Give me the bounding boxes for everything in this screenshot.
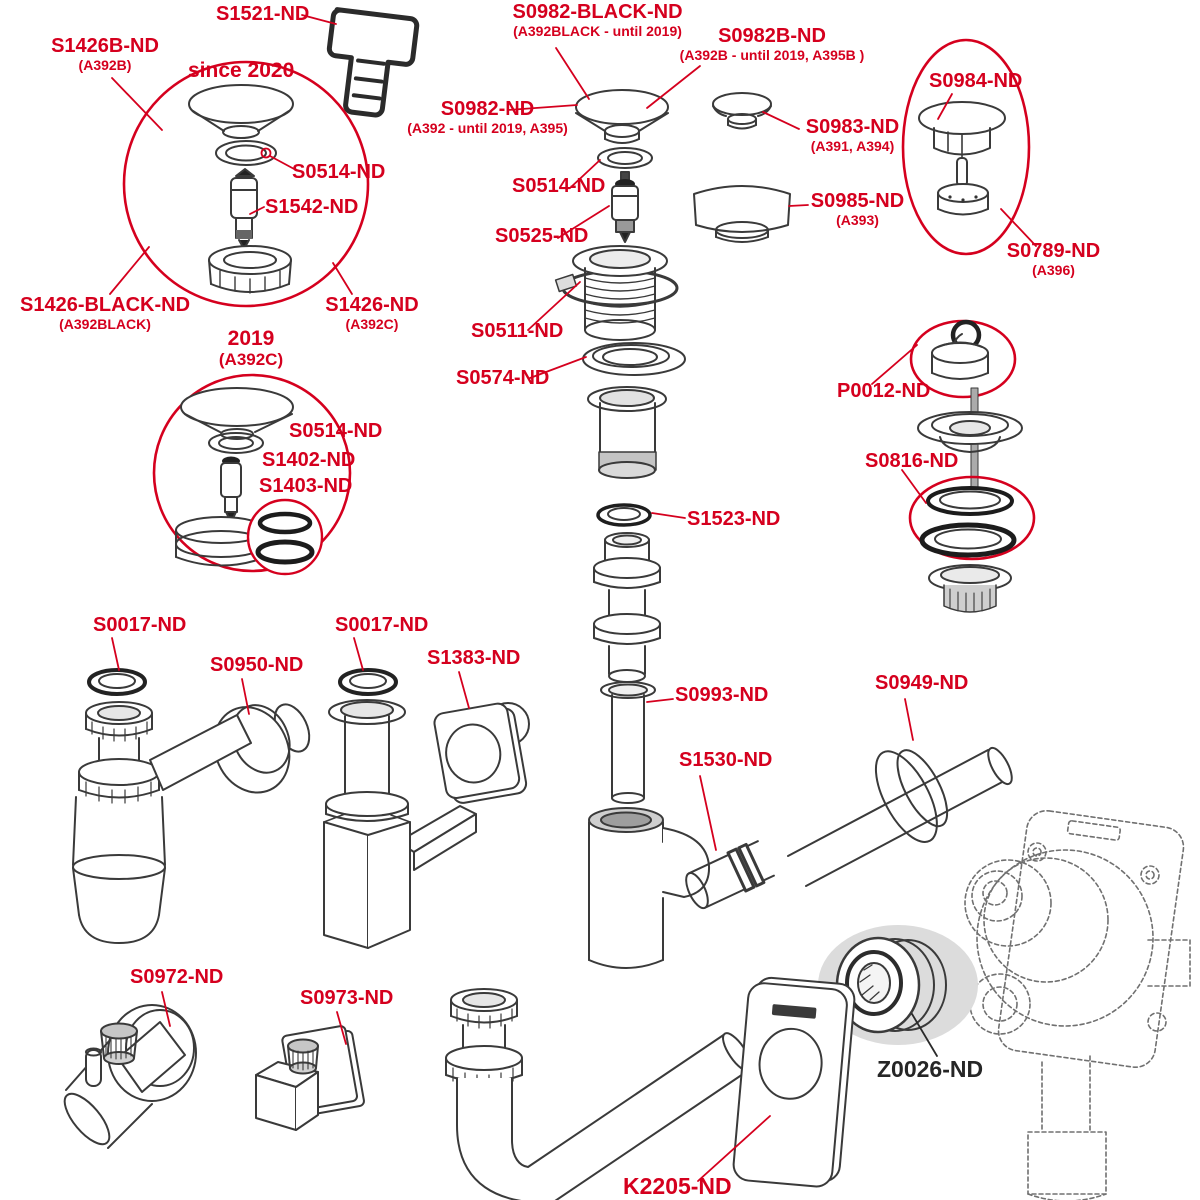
label-s1426-black: S1426-BLACK-ND (A392BLACK)	[20, 294, 191, 332]
label-s0982: S0982-ND (A392 - until 2019, A395)	[407, 98, 568, 136]
washing-machine-siphon-drawing	[965, 808, 1190, 1200]
elbow-trap-drawing	[446, 989, 756, 1200]
group-s0816-strainer	[910, 388, 1034, 612]
k2205-plate-drawing	[732, 976, 855, 1188]
label-s0983: S0983-ND (A391, A394)	[805, 116, 900, 154]
group-since-2020	[124, 59, 368, 306]
label-s1402: S1402-ND	[262, 449, 356, 471]
label-s1530: S1530-ND	[679, 749, 773, 771]
label-s0017-mid: S0017-ND	[335, 614, 429, 636]
label-k2205: K2205-ND	[623, 1173, 732, 1199]
label-s0511: S0511-ND	[471, 320, 564, 342]
label-s1542: S1542-ND	[265, 196, 359, 218]
label-s0982b: S0982B-ND (A392B - until 2019, A395B )	[679, 25, 865, 63]
label-s1383: S1383-ND	[427, 647, 521, 669]
label-s1523: S1523-ND	[687, 508, 781, 530]
s0973-angle-valve-drawing	[256, 1024, 365, 1130]
label-s0985: S0985-ND (A393)	[810, 190, 905, 228]
label-s0973: S0973-ND	[300, 987, 394, 1009]
label-s0514-mid: S0514-ND	[512, 175, 606, 197]
label-s0514-2019: S0514-ND	[289, 420, 383, 442]
label-since-2020: since 2020	[188, 59, 295, 82]
label-2019: 2019 (A392C)	[218, 327, 284, 369]
label-s1426b: S1426B-ND (A392B)	[51, 35, 159, 73]
label-s1426: S1426-ND (A392C)	[325, 294, 419, 332]
label-s0949: S0949-ND	[875, 672, 969, 694]
label-p0012: P0012-ND	[837, 380, 931, 402]
square-trap-drawing	[324, 670, 529, 948]
label-s0789: S0789-ND (A396)	[1006, 240, 1101, 278]
label-s0574: S0574-ND	[456, 367, 550, 389]
label-s1403: S1403-ND	[259, 475, 353, 497]
label-s0950: S0950-ND	[210, 654, 304, 676]
label-s0514-top: S0514-ND	[292, 161, 386, 183]
label-s0982-black: S0982-BLACK-ND (A392BLACK - until 2019)	[512, 1, 683, 39]
label-s0816: S0816-ND	[865, 450, 959, 472]
label-s0017-left: S0017-ND	[93, 614, 187, 636]
label-s0993: S0993-ND	[675, 684, 769, 706]
label-z0026: Z0026-ND	[877, 1056, 984, 1082]
label-s1521: S1521-ND	[216, 3, 310, 25]
left-bottle-trap-drawing	[73, 670, 316, 943]
s0972-angle-valve-drawing	[57, 1005, 196, 1151]
label-s0984: S0984-ND	[929, 70, 1023, 92]
label-s0525: S0525-ND	[495, 225, 589, 247]
label-s0972: S0972-ND	[130, 966, 224, 988]
